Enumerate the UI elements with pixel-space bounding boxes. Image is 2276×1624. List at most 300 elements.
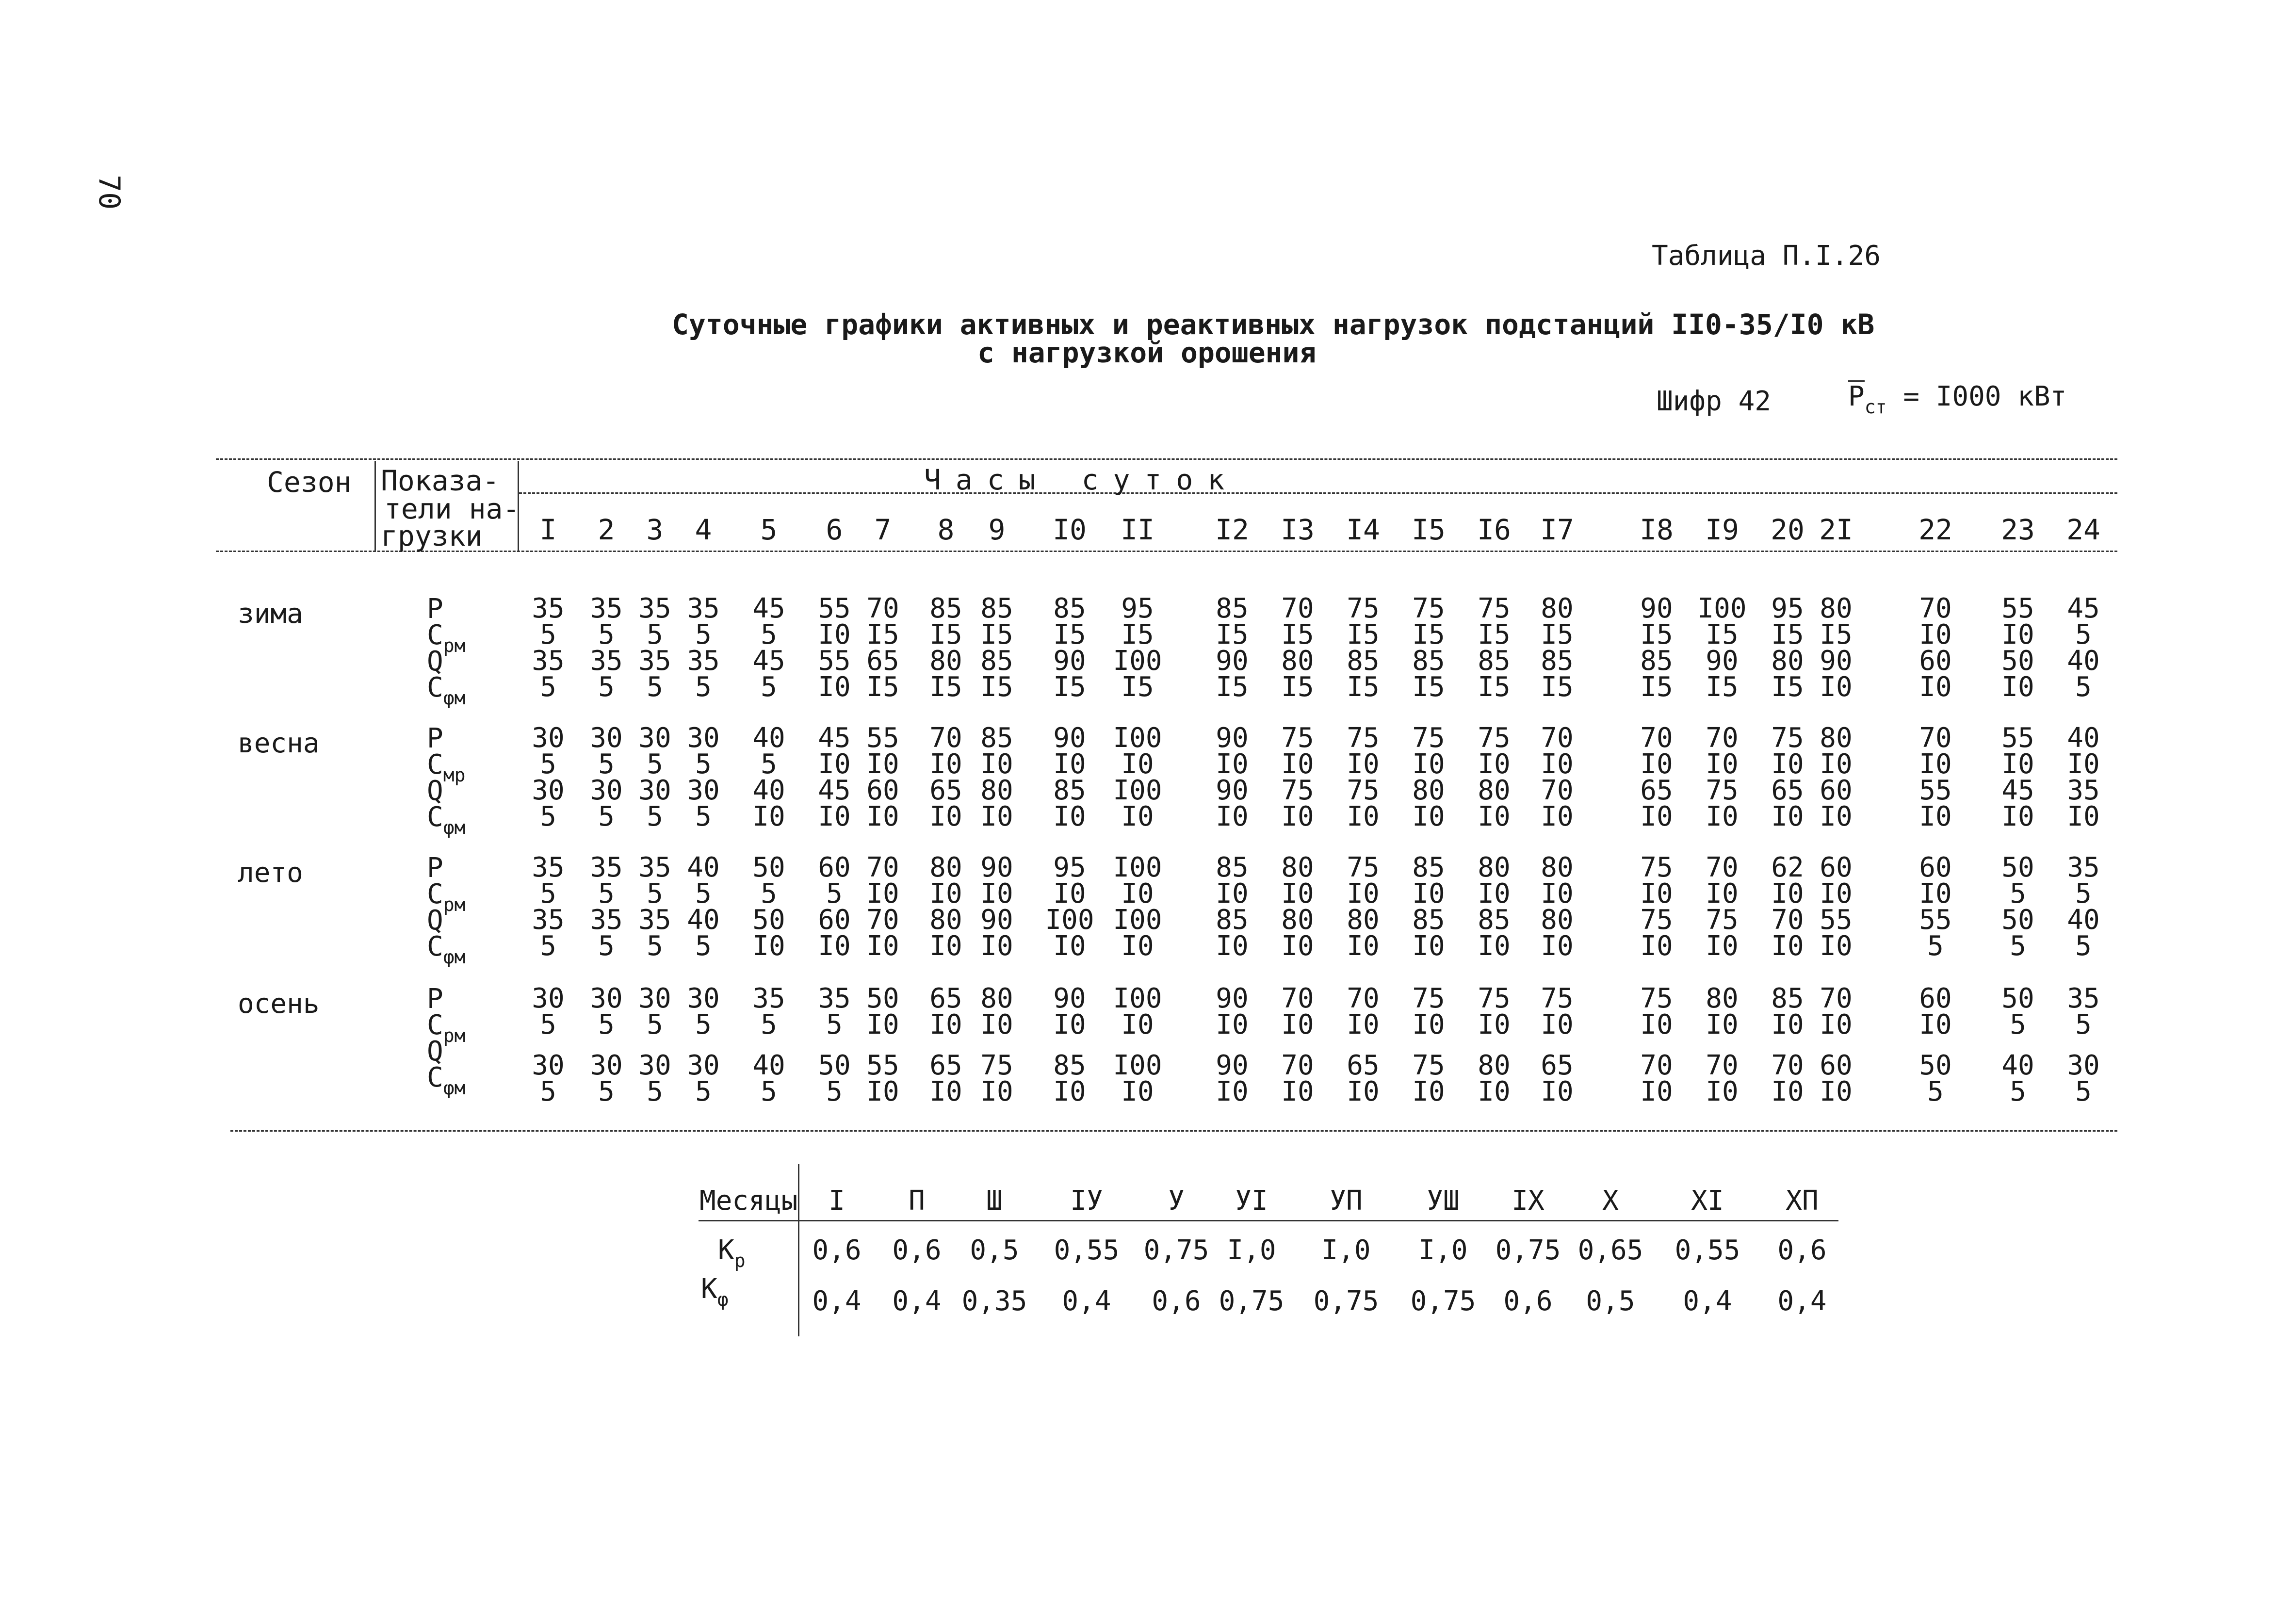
table-cell: I5 [1412, 671, 1445, 703]
table-cell: I0 [1820, 1009, 1853, 1040]
table-cell: I0 [1541, 1076, 1574, 1107]
table-cell: I5 [1820, 619, 1853, 650]
table-cell: 30 [590, 983, 623, 1014]
month-name: П [909, 1185, 925, 1217]
table-cell: I0 [1216, 1009, 1249, 1040]
table-cell: I0 [1541, 930, 1574, 962]
indicator-label [427, 907, 443, 934]
month-name: УI [1235, 1185, 1268, 1217]
hour-header-15: I5 [1412, 513, 1446, 546]
table-cell: I0 [1412, 1076, 1445, 1107]
table-cell: 50 [1919, 1050, 1952, 1081]
hour-header-6: 6 [826, 513, 843, 546]
table-cell: 75 [1347, 593, 1380, 624]
table-cell: 65 [929, 1050, 962, 1081]
table-cell: 80 [1478, 852, 1511, 883]
hour-header-11: II [1121, 513, 1154, 546]
table-cell: 95 [1771, 593, 1804, 624]
table-cell: 85 [1347, 645, 1380, 677]
indicator-label [427, 1062, 466, 1099]
table-cell: 30 [532, 1050, 565, 1081]
kp-subscript: р [734, 1250, 746, 1271]
table-cell: 70 [1706, 1050, 1739, 1081]
table-cell: 5 [540, 930, 556, 962]
indicator-subscript: φм [443, 1077, 466, 1099]
table-cell: 40 [2067, 904, 2100, 936]
table-cell: I0 [929, 930, 962, 962]
table-cell: I0 [818, 671, 851, 703]
table-cell: I0 [1706, 748, 1739, 780]
table-cell: 90 [1216, 1050, 1249, 1081]
indicator-label [427, 749, 466, 786]
table-cell: 70 [1771, 1050, 1804, 1081]
table-cell: 75 [1412, 1050, 1445, 1081]
table-cell: I0 [1121, 1076, 1154, 1107]
table-cell: 5 [540, 1076, 556, 1107]
table-cell: 80 [1541, 593, 1574, 624]
table-cell: 5 [761, 1009, 777, 1040]
table-cell: 90 [1640, 593, 1673, 624]
table-cell: I0 [929, 1076, 962, 1107]
table-cell: I00 [1113, 1050, 1162, 1081]
table-cell: 60 [1820, 1050, 1853, 1081]
table-cell: 5 [1927, 1076, 1944, 1107]
table-bottom-rule [230, 1130, 2117, 1132]
table-cell: 70 [1919, 722, 1952, 754]
indicator-symbol: C [427, 672, 443, 703]
kq-value: 0,4 [1683, 1285, 1732, 1317]
table-cell: 5 [761, 1076, 777, 1107]
table-cell: 45 [752, 593, 785, 624]
months-header-rule [699, 1220, 1838, 1221]
table-cell: I0 [2067, 801, 2100, 832]
table-cell: 75 [1640, 852, 1673, 883]
table-cell: I5 [1478, 619, 1511, 650]
table-cell: I0 [1281, 878, 1314, 909]
table-cell: I0 [1541, 748, 1574, 780]
kp-value: I,0 [1321, 1234, 1371, 1266]
table-cell: 80 [1478, 775, 1511, 806]
table-cell: I0 [1706, 878, 1739, 909]
table-cell: 65 [1771, 775, 1804, 806]
table-top-rule [216, 458, 2117, 460]
table-cell: I5 [1706, 619, 1739, 650]
indicator-symbol: C [427, 619, 443, 651]
indicator-subscript: φм [443, 946, 466, 968]
table-cell: 60 [1820, 852, 1853, 883]
table-cell: I0 [1478, 1009, 1511, 1040]
kq-symbol: K [701, 1273, 717, 1305]
table-cell: 5 [826, 878, 843, 909]
kp-value: 0,6 [812, 1234, 862, 1266]
table-cell: 35 [818, 983, 851, 1014]
table-cell: 70 [1919, 593, 1952, 624]
table-cell: 95 [1121, 593, 1154, 624]
table-cell: I0 [1919, 878, 1952, 909]
table-cell: 5 [598, 619, 615, 650]
table-cell: 55 [1919, 904, 1952, 936]
table-cell: 5 [598, 671, 615, 703]
table-cell: I5 [1541, 671, 1574, 703]
indicator-subscript: рм [443, 894, 466, 915]
table-cell: I5 [1053, 671, 1086, 703]
hour-header-13: I3 [1281, 513, 1315, 546]
table-cell: I0 [1820, 878, 1853, 909]
table-cell: 5 [647, 930, 663, 962]
kp-value: 0,55 [1054, 1234, 1120, 1266]
table-cell: I0 [980, 930, 1013, 962]
table-cell: I0 [1216, 748, 1249, 780]
kp-value: 0,6 [892, 1234, 942, 1266]
kq-subscript: φ [717, 1289, 729, 1310]
indicator-label [427, 1009, 466, 1046]
kp-value: I,0 [1418, 1234, 1468, 1266]
kq-value: 0,75 [1219, 1285, 1284, 1317]
table-cell: I5 [1121, 671, 1154, 703]
table-cell: I0 [929, 1009, 962, 1040]
power-value: = I000 кВт [1903, 381, 2067, 412]
table-title-line1: Суточные графики активных и реактивных нагрузок подстанций II0-35/I0 кВ [672, 308, 1875, 341]
indicator-subscript: φм [443, 687, 466, 709]
table-cell: I0 [866, 1076, 899, 1107]
table-cell: 5 [647, 671, 663, 703]
header-season: Сезон [267, 466, 352, 499]
table-cell: 5 [695, 930, 712, 962]
table-cell: I0 [1347, 930, 1380, 962]
table-cell: 85 [1771, 983, 1804, 1014]
table-cell: 75 [1347, 722, 1380, 754]
table-cell: 5 [598, 878, 615, 909]
table-cell: I0 [1216, 930, 1249, 962]
indicator-label [427, 775, 443, 807]
month-name: УП [1330, 1185, 1363, 1217]
table-cell: 70 [866, 904, 899, 936]
table-cell: I5 [1640, 619, 1673, 650]
indicator-symbol: P [427, 723, 443, 754]
table-cell: 85 [1412, 645, 1445, 677]
indicator-label [427, 619, 466, 656]
table-cell: 70 [1281, 1050, 1314, 1081]
table-cell: I0 [1541, 878, 1574, 909]
table-cell: 70 [1640, 1050, 1673, 1081]
indicator-symbol: C [427, 749, 443, 780]
table-cell: 85 [980, 593, 1013, 624]
table-cell: I0 [929, 878, 962, 909]
table-cell: 35 [2067, 852, 2100, 883]
table-cell: I0 [1541, 801, 1574, 832]
table-cell: I00 [1113, 645, 1162, 677]
table-cell: I0 [866, 878, 899, 909]
kq-value: 0,4 [1777, 1285, 1827, 1317]
table-cell: 80 [1541, 904, 1574, 936]
table-cell: 35 [590, 593, 623, 624]
month-name: X [1602, 1185, 1619, 1217]
table-cell: I0 [752, 801, 785, 832]
table-cell: I0 [1771, 930, 1804, 962]
table-cell: 5 [540, 1009, 556, 1040]
table-cell: I0 [1347, 748, 1380, 780]
header-indicators-2: тели на- [384, 492, 520, 525]
table-cell: I0 [1919, 671, 1952, 703]
table-cell: 40 [752, 775, 785, 806]
table-cell: 80 [1771, 645, 1804, 677]
hour-header-20: 20 [1771, 513, 1805, 546]
indicator-symbol: C [427, 878, 443, 910]
table-cell: I0 [1053, 1076, 1086, 1107]
indicator-subscript: мр [443, 764, 466, 786]
table-cell: 80 [980, 983, 1013, 1014]
table-cell: I0 [1281, 1076, 1314, 1107]
season-label: зима [238, 598, 303, 630]
table-cell: 85 [1412, 852, 1445, 883]
table-cell: 85 [980, 722, 1013, 754]
table-cell: 40 [752, 722, 785, 754]
table-cell: I0 [1706, 1076, 1739, 1107]
table-cell: 60 [1919, 852, 1952, 883]
indicator-symbol: P [427, 983, 443, 1015]
table-cell: I0 [1771, 748, 1804, 780]
table-cell: 5 [695, 619, 712, 650]
indicator-label [427, 725, 443, 752]
table-cell: I0 [1121, 1009, 1154, 1040]
table-cell: 35 [590, 904, 623, 936]
table-cell: 60 [866, 775, 899, 806]
month-name: IX [1512, 1185, 1544, 1217]
table-cell: I0 [1640, 1076, 1673, 1107]
table-cell: I0 [1347, 1076, 1380, 1107]
kq-value: 0,6 [1152, 1285, 1201, 1317]
table-cell: I0 [866, 801, 899, 832]
indicator-symbol: Q [427, 646, 443, 677]
table-cell: I5 [929, 671, 962, 703]
table-cell: 75 [1281, 775, 1314, 806]
indicator-label [427, 593, 443, 625]
table-cell: I0 [1478, 930, 1511, 962]
table-cell: 35 [687, 645, 720, 677]
table-cell: 5 [540, 671, 556, 703]
table-cell: I0 [866, 930, 899, 962]
table-cell: 5 [695, 1009, 712, 1040]
table-cell: 45 [752, 645, 785, 677]
indicator-label [427, 672, 466, 709]
month-name: УШ [1427, 1185, 1460, 1217]
indicator-subscript: рм [443, 1025, 466, 1046]
table-cell: 35 [2067, 983, 2100, 1014]
season-label: лето [238, 857, 303, 889]
season-divider [374, 461, 376, 551]
table-cell: 70 [1281, 593, 1314, 624]
table-cell: 30 [2067, 1050, 2100, 1081]
table-cell: I0 [1121, 748, 1154, 780]
table-cell: I0 [1771, 878, 1804, 909]
table-cell: 90 [1216, 775, 1249, 806]
table-cell: 35 [532, 904, 565, 936]
table-cell: 90 [1820, 645, 1853, 677]
table-cell: I0 [818, 619, 851, 650]
table-cell: 70 [1541, 722, 1574, 754]
indicator-symbol: Q [427, 1036, 443, 1067]
header-bottom-rule [216, 551, 2117, 552]
indicator-label [427, 852, 443, 884]
table-cell: I0 [866, 1009, 899, 1040]
table-cell: 30 [532, 775, 565, 806]
kp-value: 0,75 [1495, 1234, 1561, 1266]
table-cell: 80 [929, 904, 962, 936]
table-cell: I0 [1820, 748, 1853, 780]
hour-header-3: 3 [646, 513, 664, 546]
table-cell: I5 [1121, 619, 1154, 650]
table-cell: I00 [1113, 904, 1162, 936]
power-symbol: P [1848, 381, 1865, 412]
table-cell: I0 [1640, 748, 1673, 780]
table-cell: 5 [695, 801, 712, 832]
table-cell: 5 [647, 748, 663, 780]
table-cell: 62 [1771, 852, 1804, 883]
table-cell: 75 [1478, 722, 1511, 754]
table-cell: I0 [818, 748, 851, 780]
kq-value: 0,35 [961, 1285, 1027, 1317]
header-indicators-1: Показа- [381, 464, 500, 497]
table-cell: 50 [2001, 852, 2034, 883]
table-cell: I0 [1541, 1009, 1574, 1040]
table-cell: I0 [1640, 878, 1673, 909]
table-cell: 70 [1541, 775, 1574, 806]
table-cell: I0 [1478, 748, 1511, 780]
table-cell: 55 [2001, 593, 2034, 624]
kq-value: 0,75 [1313, 1285, 1379, 1317]
table-cell: 5 [540, 801, 556, 832]
table-cell: 35 [638, 904, 671, 936]
table-cell: I0 [1053, 1009, 1086, 1040]
month-name: I [829, 1185, 845, 1217]
table-cell: 5 [695, 671, 712, 703]
table-title-line2: с нагрузкой орошения [977, 336, 1317, 369]
table-cell: I0 [1478, 878, 1511, 909]
table-cell: I0 [1820, 930, 1853, 962]
table-cell: I0 [1771, 801, 1804, 832]
table-cell: 50 [752, 852, 785, 883]
table-cell: 80 [1820, 722, 1853, 754]
month-name: XП [1786, 1185, 1819, 1217]
table-cell: 30 [532, 722, 565, 754]
table-cell: 5 [598, 1009, 615, 1040]
table-cell: I0 [818, 801, 851, 832]
table-cell: 70 [1706, 722, 1739, 754]
table-cell: 35 [590, 852, 623, 883]
indicator-label [427, 983, 443, 1015]
table-cell: 5 [598, 930, 615, 962]
table-cell: 90 [1216, 722, 1249, 754]
table-cell: I0 [1412, 748, 1445, 780]
table-cell: 30 [687, 983, 720, 1014]
table-cell: 70 [1820, 983, 1853, 1014]
table-cell: 40 [2067, 722, 2100, 754]
table-cell: 75 [1347, 775, 1380, 806]
table-cell: 35 [532, 852, 565, 883]
table-cell: 90 [980, 904, 1013, 936]
table-cell: 90 [1053, 983, 1086, 1014]
nominal-power [1848, 381, 2067, 418]
table-cell: 70 [866, 593, 899, 624]
kp-value: 0,5 [970, 1234, 1019, 1266]
table-cell: I0 [2001, 671, 2034, 703]
table-cell: 85 [1478, 904, 1511, 936]
table-cell: 35 [532, 593, 565, 624]
table-cell: 75 [1478, 983, 1511, 1014]
table-cell: I0 [1281, 748, 1314, 780]
table-cell: 5 [647, 1076, 663, 1107]
table-cell: I5 [1541, 619, 1574, 650]
table-cell: 85 [1053, 593, 1086, 624]
table-cell: 85 [1053, 1050, 1086, 1081]
month-name: У [1168, 1185, 1185, 1217]
kq-value: 0,4 [892, 1285, 942, 1317]
table-cell: I0 [1216, 1076, 1249, 1107]
table-cell: 60 [1919, 983, 1952, 1014]
table-cell: I5 [1281, 671, 1314, 703]
table-cell: 5 [761, 671, 777, 703]
table-cell: 5 [598, 1076, 615, 1107]
table-cell: 30 [590, 722, 623, 754]
table-cell: 65 [866, 645, 899, 677]
table-cell: 5 [647, 1009, 663, 1040]
indicator-label [427, 648, 443, 675]
table-cell: 45 [818, 722, 851, 754]
table-cell: I0 [929, 801, 962, 832]
table-cell: I5 [1640, 671, 1673, 703]
table-cell: 80 [1706, 983, 1739, 1014]
indicator-label [427, 1038, 443, 1065]
table-cell: 90 [1216, 983, 1249, 1014]
table-cell: I5 [866, 619, 899, 650]
table-cell: I5 [866, 671, 899, 703]
table-cell: 55 [2001, 722, 2034, 754]
table-cell: I0 [1771, 1076, 1804, 1107]
table-cell: 85 [929, 593, 962, 624]
table-cell: I5 [1771, 619, 1804, 650]
table-cell: I0 [1347, 1009, 1380, 1040]
table-cell: I0 [1216, 801, 1249, 832]
table-cell: I0 [1640, 1009, 1673, 1040]
table-cell: I5 [929, 619, 962, 650]
table-cell: 75 [1412, 983, 1445, 1014]
table-cell: 70 [1771, 904, 1804, 936]
table-cell: 40 [752, 1050, 785, 1081]
table-cell: 30 [590, 775, 623, 806]
table-cell: 55 [866, 1050, 899, 1081]
table-cell: 40 [2001, 1050, 2034, 1081]
table-cell: 80 [1412, 775, 1445, 806]
table-cell: I0 [2001, 801, 2034, 832]
table-cell: 5 [2075, 878, 2092, 909]
table-cell: I5 [1216, 671, 1249, 703]
hour-header-12: I2 [1215, 513, 1249, 546]
indicator-label [427, 801, 466, 838]
header-indicators-3: грузки [381, 520, 483, 552]
table-cell: 5 [598, 748, 615, 780]
table-cell: 85 [1216, 593, 1249, 624]
indicator-subscript: рм [443, 635, 466, 656]
table-cell: 5 [761, 748, 777, 780]
table-cell: 5 [695, 878, 712, 909]
table-cell: 30 [638, 775, 671, 806]
table-cell: 75 [1640, 904, 1673, 936]
kp-value: I,0 [1227, 1234, 1276, 1266]
kq-value: 0,5 [1586, 1285, 1635, 1317]
kq-value: 0,4 [1062, 1285, 1111, 1317]
table-cell: I0 [1478, 801, 1511, 832]
table-cell: 5 [1927, 930, 1944, 962]
